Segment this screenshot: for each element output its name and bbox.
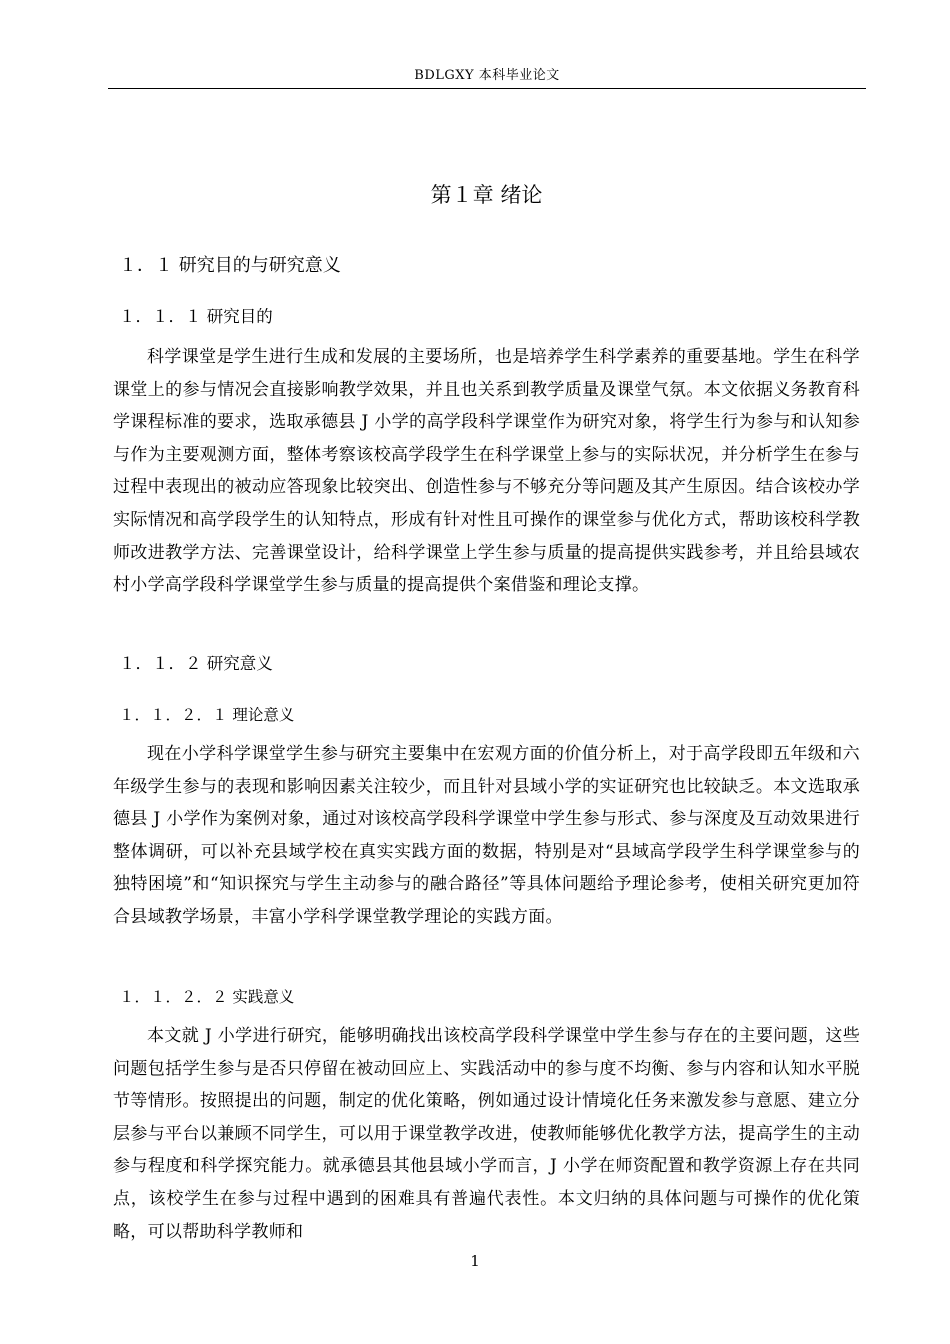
section-heading-1-1-2-1: １．１．２．１ 理论意义 xyxy=(119,706,295,724)
section-heading-1-1-2: １．１．２ 研究意义 xyxy=(119,654,273,673)
header-title: BDLGXY 本科毕业论文 xyxy=(414,68,560,83)
paragraph-practical-significance: 本文就 J 小学进行研究，能够明确找出该校高学段科学课堂中学生参与存在的主要问题，这些问题包括学生参与是否只停留在被动回应上、实践活动中的参与度不均衡、参与内容和认知水平脱节等情形。按照提出的问题，制定的优化策略，例如通过设计情境化任务来激发参与意愿、建立分层参与平台以兼顾不同学生，可以用于课堂教学改进，使教师能够优化教学方法，提高学生的主动参与程度和科学探究能力。就承德县其他县域小学而言，J 小学在师资配置和教学资源上存在共同点，该校学生在参与过程中遇到的困难具有普遍代表性。本文归纳的具体问题与可操作的优化策略，可以帮助科学教师和 xyxy=(113,1026,860,1242)
header-divider xyxy=(108,88,866,89)
page-number: 1 xyxy=(470,1252,480,1270)
section-heading-1-1-2-2: １．１．２．２ 实践意义 xyxy=(119,988,295,1006)
section-heading-1-1: １．１ 研究目的与研究意义 xyxy=(119,255,341,276)
paragraph-research-purpose: 科学课堂是学生进行生成和发展的主要场所，也是培养学生科学素养的重要基地。学生在科学课堂上的参与情况会直接影响教学效果，并且也关系到教学质量及课堂气氛。本文依据义务教育科学课程标准的要求，选取承德县 J 小学的高学段科学课堂作为研究对象，将学生行为参与和认知参与作为主要观测方面，整体考察该校高学段学生在科学课堂上参与的实际状况，并分析学生在参与过程中表现出的被动应答现象比较突出、创造性参与不够充分等问题及其产生原因。结合该校办学实际情况和高学段学生的认知特点，形成有针对性且可操作的课堂参与优化方式，帮助该校科学教师改进教学方法、完善课堂设计，给科学课堂上学生参与质量的提高提供实践参考，并且给县域农村小学高学段科学课堂学生参与质量的提高提供个案借鉴和理论支撑。 xyxy=(113,347,860,596)
section-heading-1-1-1: １．１．１ 研究目的 xyxy=(119,307,273,326)
paragraph-theoretical-significance: 现在小学科学课堂学生参与研究主要集中在宏观方面的价值分析上，对于高学段即五年级和六年级学生参与的表现和影响因素关注较少，而且针对县域小学的实证研究也比较缺乏。本文选取承德县 J 小学作为案例对象，通过对该校高学段科学课堂中学生参与形式、参与深度及互动效果进行整体调研，可以补充县域学校在真实实践方面的数据，特别是对“县域高学段学生科学课堂参与的独特困境”和“知识探究与学生主动参与的融合路径”等具体问题给予理论参考，使相关研究更加符合县域教学场景，丰富小学科学课堂教学理论的实践方面。 xyxy=(113,744,860,927)
chapter-title: 第１章 绪论 xyxy=(430,183,543,207)
